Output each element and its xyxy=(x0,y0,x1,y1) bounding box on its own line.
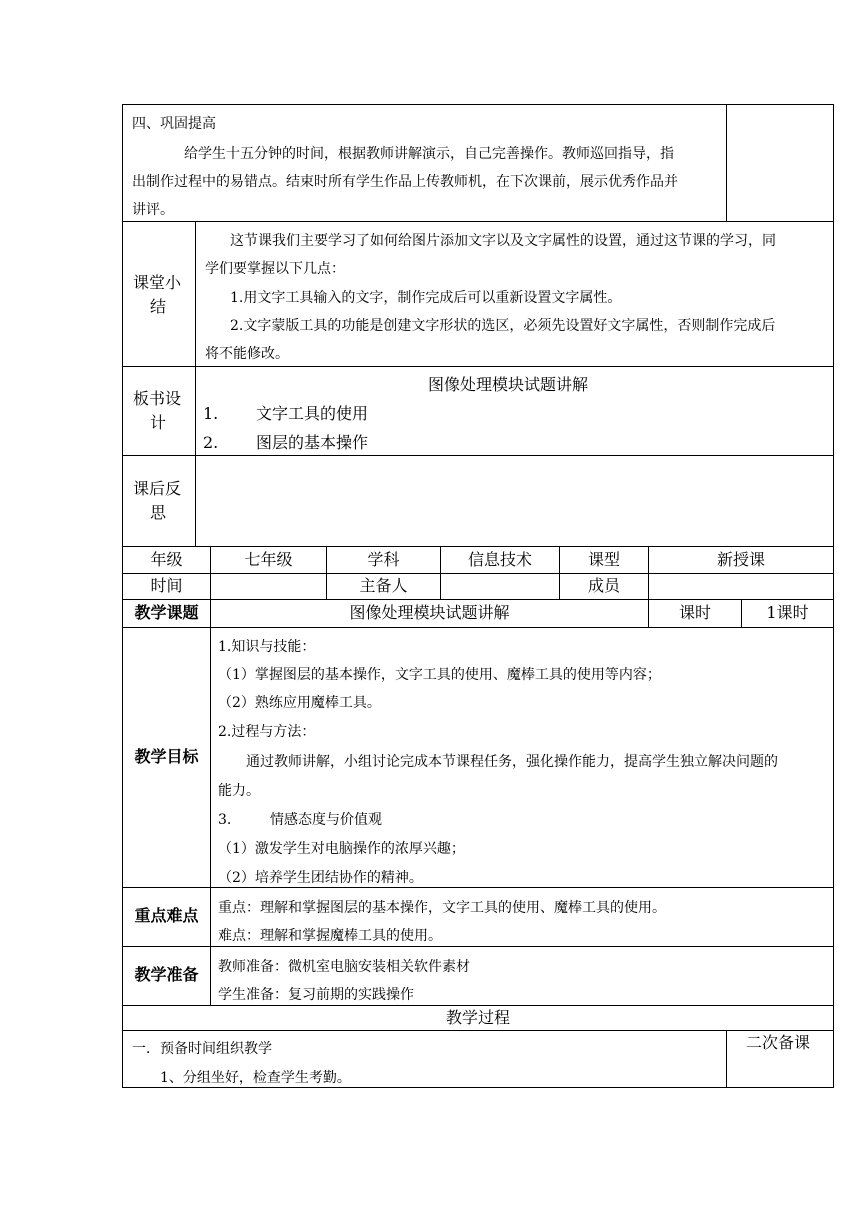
border xyxy=(122,1005,834,1006)
goals-line: 1.知识与技能： xyxy=(218,639,316,655)
keypoints-label: 重点难点 xyxy=(134,906,199,925)
preparation-line: 学生准备：复习前期的实践操作 xyxy=(218,987,414,1003)
border xyxy=(122,599,834,600)
border xyxy=(122,455,834,456)
section4-heading: 四、巩固提高 xyxy=(132,116,216,132)
summary-line: 2.文字蒙版工具的功能是创建文字形状的选区，必须先设置好文字属性，否则制作完成后 xyxy=(230,318,776,334)
border xyxy=(122,946,834,947)
goals-line: （1）激发学生对电脑操作的浓厚兴趣； xyxy=(218,841,465,857)
goals-line: （1）掌握图层的基本操作，文字工具的使用、魔棒工具的使用等内容； xyxy=(218,667,661,683)
goals-line: （2）培养学生团结协作的精神。 xyxy=(218,870,423,886)
border xyxy=(122,104,834,105)
board-item-num: 1. xyxy=(203,404,219,423)
border xyxy=(833,546,834,1087)
type-label: 课型 xyxy=(587,550,620,569)
board-label: 板书设 xyxy=(133,389,182,408)
border xyxy=(726,1030,727,1087)
goals-line: 能力。 xyxy=(218,783,260,799)
goals-label: 教学目标 xyxy=(134,747,199,766)
grade-label: 年级 xyxy=(150,550,183,569)
border xyxy=(122,1030,834,1031)
process-step1-item: 1、分组坐好，检查学生考勤。 xyxy=(160,1070,351,1086)
subject-value: 信息技术 xyxy=(467,550,532,569)
goals-line: （2）熟练应用魔棒工具。 xyxy=(218,695,381,711)
border xyxy=(833,104,834,546)
border xyxy=(726,104,727,221)
border xyxy=(122,104,123,546)
topic-value: 图像处理模块试题讲解 xyxy=(349,603,510,622)
section4-line: 讲评。 xyxy=(132,202,174,218)
type-value: 新授课 xyxy=(716,550,765,569)
border xyxy=(195,221,196,546)
summary-label: 结 xyxy=(150,297,167,316)
reflection-label: 思 xyxy=(150,503,167,522)
process-title: 教学过程 xyxy=(445,1008,510,1027)
section4-line: 给学生十五分钟的时间，根据教师讲解演示，自己完善操作。教师巡回指导，指 xyxy=(184,146,674,162)
board-item-text: 图层的基本操作 xyxy=(256,433,369,452)
board-title: 图像处理模块试题讲解 xyxy=(428,375,589,394)
summary-line: 1.用文字工具输入的文字，制作完成后可以重新设置文字属性。 xyxy=(230,290,622,306)
board-item-text: 文字工具的使用 xyxy=(256,404,369,423)
process-step1: 一．预备时间组织教学 xyxy=(132,1041,272,1057)
subject-label: 学科 xyxy=(367,550,400,569)
keypoints-line: 重点：理解和掌握图层的基本操作，文字工具的使用、魔棒工具的使用。 xyxy=(218,900,666,916)
summary-line: 将不能修改。 xyxy=(205,346,289,362)
summary-line: 学们要掌握以下几点： xyxy=(205,261,345,277)
hours-value: 1课时 xyxy=(766,603,809,622)
time-label: 时间 xyxy=(150,576,183,595)
preparer-label: 主备人 xyxy=(359,576,408,595)
board-label: 计 xyxy=(150,413,167,432)
border xyxy=(122,573,834,574)
reflection-label: 课后反 xyxy=(133,479,182,498)
preparation-label: 教学准备 xyxy=(134,965,199,984)
border xyxy=(122,627,834,628)
keypoints-line: 难点：理解和掌握魔棒工具的使用。 xyxy=(218,928,442,944)
second-prep-label: 二次备课 xyxy=(746,1033,811,1052)
members-label: 成员 xyxy=(587,576,620,595)
summary-label: 课堂小 xyxy=(133,273,182,292)
grade-value: 七年级 xyxy=(244,550,293,569)
border xyxy=(122,221,834,222)
goals-line: 通过教师讲解，小组讨论完成本节课程任务，强化操作能力，提高学生独立解决问题的 xyxy=(246,754,778,770)
summary-line: 这节课我们主要学习了如何给图片添加文字以及文字属性的设置，通过这节课的学习，同 xyxy=(230,233,776,249)
goals-line: 情感态度与价值观 xyxy=(270,812,382,828)
hours-label: 课时 xyxy=(678,603,711,622)
board-item-num: 2. xyxy=(203,433,219,452)
border xyxy=(122,546,123,1087)
preparation-line: 教师准备：微机室电脑安装相关软件素材 xyxy=(218,959,470,975)
section4-line: 出制作过程中的易错点。结束时所有学生作品上传教师机，在下次课前，展示优秀作品并 xyxy=(132,174,678,190)
border xyxy=(122,366,834,367)
border xyxy=(122,546,834,547)
goals-line: 2.过程与方法： xyxy=(218,724,316,740)
goals-line: 3. xyxy=(218,812,232,828)
topic-label: 教学课题 xyxy=(134,603,199,622)
